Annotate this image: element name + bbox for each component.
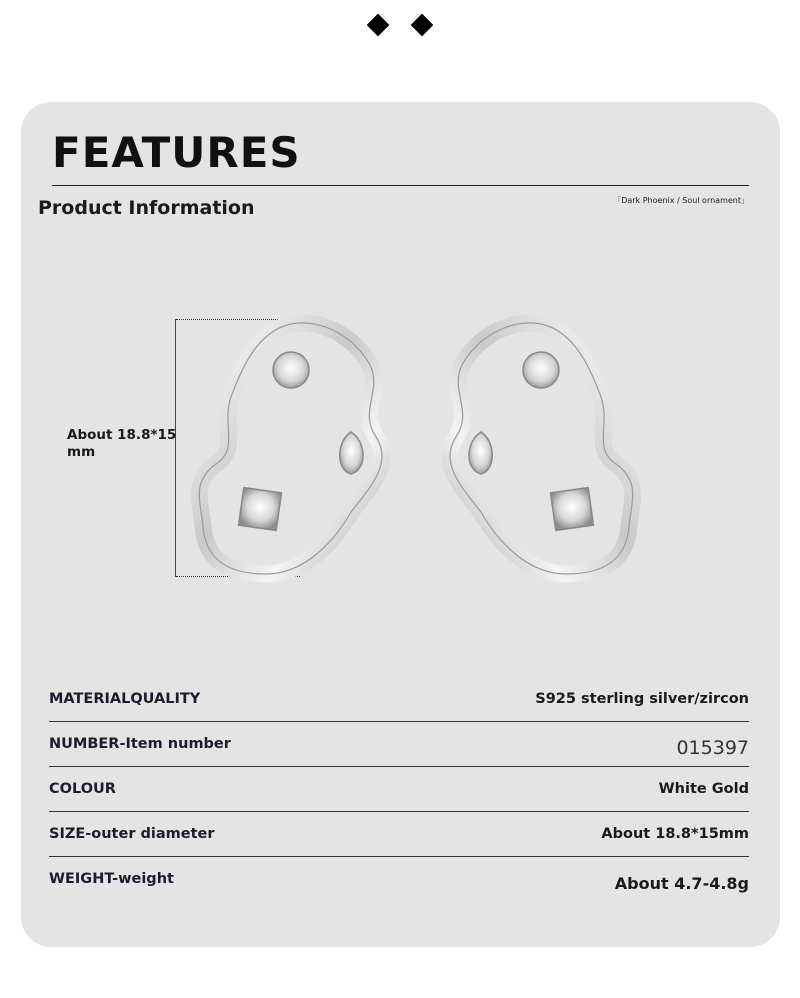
spec-row-weight — [49, 857, 749, 901]
header-decoration — [0, 13, 800, 41]
spec-row-number — [49, 722, 749, 767]
spec-row-colour — [49, 767, 749, 812]
spec-row-size — [49, 812, 749, 857]
spec-table — [49, 677, 749, 901]
spec-value: About 18.8*15mm — [601, 826, 749, 842]
features-card — [21, 102, 780, 947]
spec-row-material — [49, 677, 749, 722]
title-divider — [52, 185, 749, 186]
diamond-icon — [411, 14, 434, 37]
diamond-icon — [367, 14, 390, 37]
brand-tag: 「Dark Phoenix / Soul ornament」 — [613, 196, 749, 205]
spec-value: White Gold — [658, 781, 749, 797]
spec-key: WEIGHT-weight — [49, 871, 174, 887]
spec-key: NUMBER-Item number — [49, 736, 231, 752]
spec-key: MATERIALQUALITY — [49, 691, 201, 707]
spec-key: COLOUR — [49, 781, 116, 797]
spec-value: 015397 — [676, 737, 749, 759]
dimension-label: About 18.8*15 mm — [67, 427, 177, 460]
earrings-image — [171, 312, 641, 582]
spec-value: About 4.7-4.8g — [614, 874, 749, 893]
page-title: FEATURES — [52, 128, 301, 177]
right-earring — [450, 323, 633, 574]
spec-value: S925 sterling silver/zircon — [535, 691, 749, 707]
left-earring — [199, 323, 382, 574]
spec-key: SIZE-outer diameter — [49, 826, 215, 842]
section-subtitle: Product Information — [38, 197, 255, 219]
